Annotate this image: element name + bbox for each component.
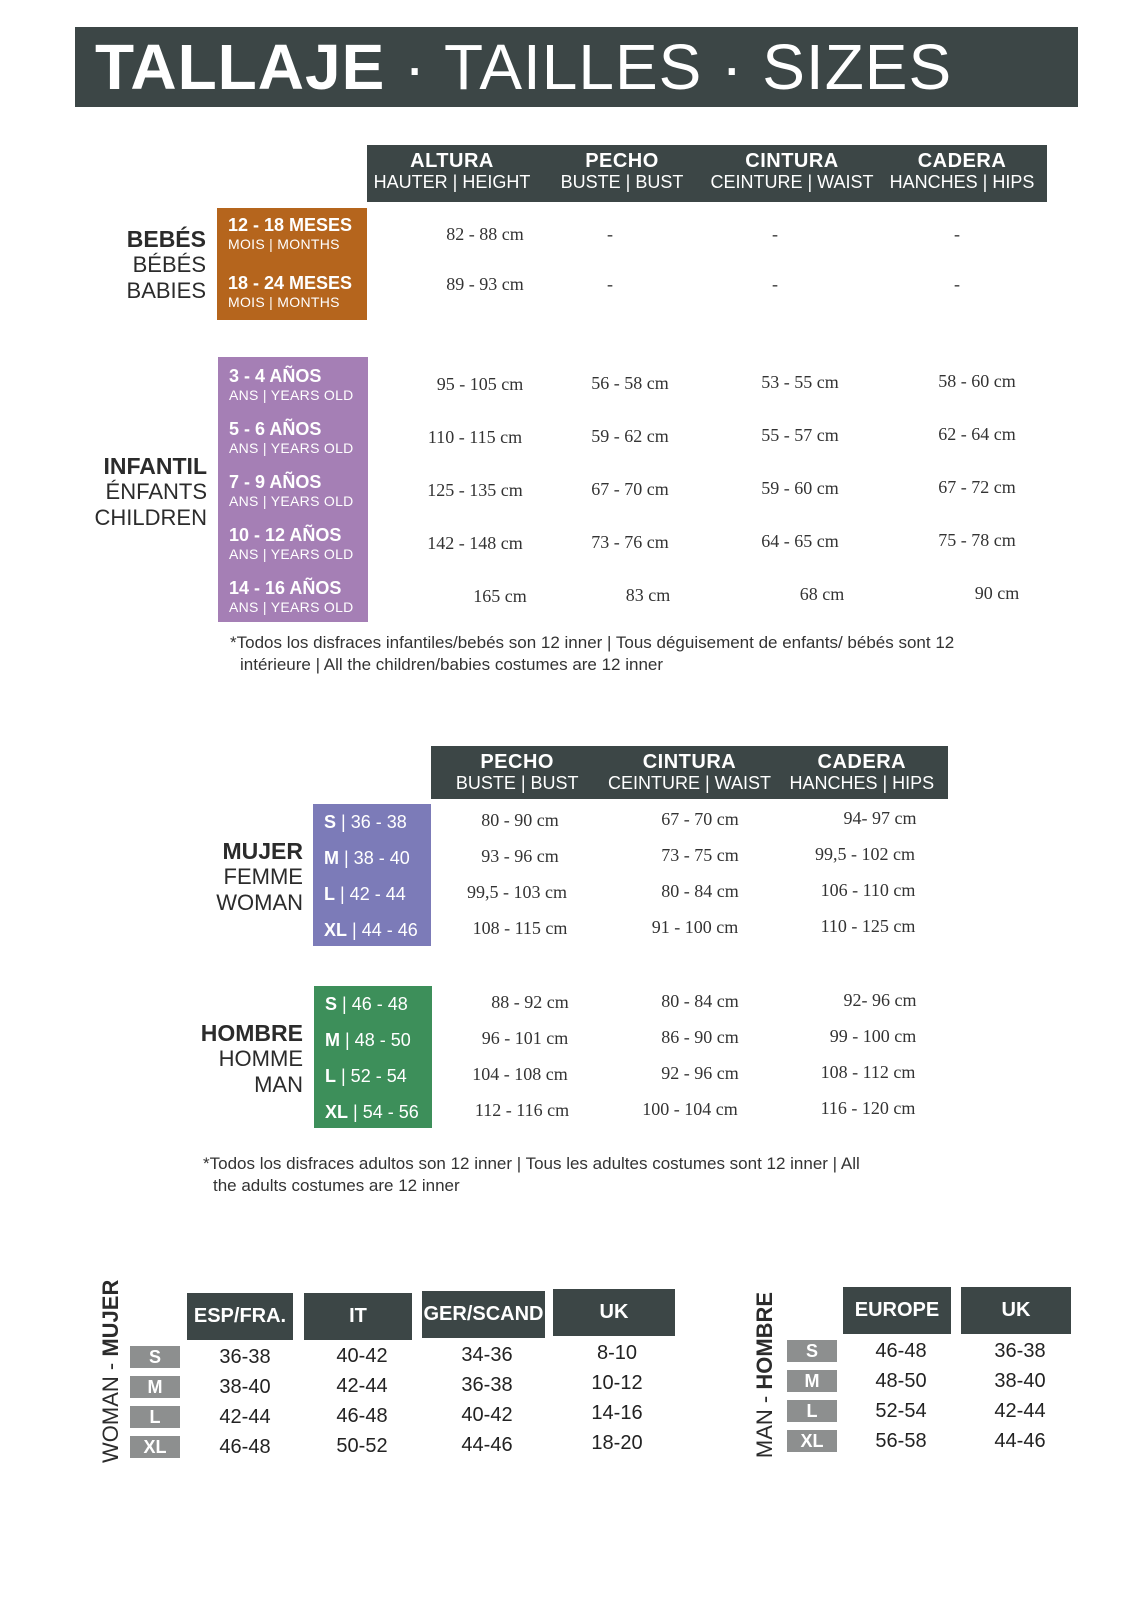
man-conversion-side-label: MAN - HOMBRE	[752, 1291, 777, 1459]
size-label: 10 - 12 AÑOS ANS | YEARS OLD	[229, 525, 354, 562]
size-label: 5 - 6 AÑOS ANS | YEARS OLD	[229, 419, 354, 456]
size-tag: L	[787, 1400, 837, 1422]
value-cell: 125 - 135 cm	[427, 480, 523, 500]
man-group-label: HOMBRE HOMME MAN	[200, 1020, 303, 1097]
size-tag: S	[787, 1340, 837, 1362]
conversion-cell: 42-44	[336, 1375, 388, 1397]
header-hips: CADERA HANCHES | HIPS	[889, 150, 1035, 192]
size-label: L | 52 - 54	[325, 1066, 407, 1086]
value-cell: 80 - 84 cm	[661, 881, 739, 901]
size-label: 12 - 18 MESES MOIS | MONTHS	[228, 215, 353, 252]
size-label: XL | 54 - 56	[325, 1102, 419, 1122]
conversion-header: UK	[961, 1287, 1071, 1334]
value-cell: 89 - 93 cm	[446, 274, 524, 294]
value-cell: 64 - 65 cm	[761, 531, 839, 551]
header-waist: CINTURA CEINTURE | WAIST	[607, 751, 771, 793]
title-es: TALLAJE	[95, 31, 386, 103]
value-cell: 88 - 92 cm	[491, 992, 569, 1012]
size-tag: M	[130, 1376, 180, 1398]
value-cell: 108 - 115 cm	[472, 918, 568, 938]
value-cell: 83 cm	[625, 585, 671, 605]
conversion-cell: 40-42	[461, 1404, 513, 1426]
conversion-cell: 42-44	[994, 1400, 1046, 1422]
conversion-header: UK	[553, 1289, 675, 1336]
value-cell: 58 - 60 cm	[938, 371, 1016, 391]
title-banner	[75, 27, 1078, 107]
man-size-block	[314, 986, 432, 1128]
children-size-block	[218, 357, 368, 622]
conversion-cell: 36-38	[219, 1346, 271, 1368]
size-tag: L	[130, 1406, 180, 1428]
value-cell: 108 - 112 cm	[820, 1062, 916, 1082]
value-cell: 100 - 104 cm	[642, 1099, 738, 1119]
conversion-cell: 44-46	[994, 1430, 1046, 1452]
value-cell: 95 - 105 cm	[436, 374, 524, 394]
value-cell: 73 - 75 cm	[661, 845, 739, 865]
size-tag: XL	[787, 1430, 837, 1452]
value-cell: 75 - 78 cm	[938, 530, 1016, 550]
size-label: 18 - 24 MESES MOIS | MONTHS	[228, 273, 353, 310]
value-cell: -	[954, 224, 960, 244]
size-label: S | 36 - 38	[324, 812, 407, 832]
value-cell: 116 - 120 cm	[820, 1098, 916, 1118]
conversion-header: EUROPE	[843, 1287, 951, 1334]
value-cell: 94- 97 cm	[843, 808, 917, 828]
size-tag: M	[787, 1370, 837, 1392]
size-label: M | 48 - 50	[325, 1030, 411, 1050]
title-separator: ·	[702, 31, 763, 103]
conversion-header: GER/SCAND	[422, 1291, 545, 1338]
value-cell: 62 - 64 cm	[938, 424, 1016, 444]
title-separator: ·	[385, 31, 444, 103]
conversion-cell: 36-38	[994, 1340, 1046, 1362]
value-cell: 92 - 96 cm	[661, 1063, 739, 1083]
conversion-cell: 44-46	[461, 1434, 513, 1456]
value-cell: -	[954, 274, 960, 294]
children-group-label: INFANTIL ÉNFANTS CHILDREN	[94, 453, 207, 530]
conversion-cell: 42-44	[219, 1406, 271, 1428]
value-cell: 59 - 62 cm	[591, 426, 669, 446]
size-label: 14 - 16 AÑOS ANS | YEARS OLD	[229, 578, 354, 615]
size-label: 3 - 4 AÑOS ANS | YEARS OLD	[229, 366, 354, 403]
adult-measure-header	[431, 746, 948, 799]
conversion-cell: 18-20	[591, 1432, 643, 1454]
children-measure-header	[367, 145, 1047, 202]
header-bust: PECHO BUSTE | BUST	[560, 150, 684, 192]
woman-group-label: MUJER FEMME WOMAN	[216, 838, 303, 915]
value-cell: 112 - 116 cm	[474, 1100, 570, 1120]
conversion-cell: 46-48	[336, 1405, 388, 1427]
value-cell: 59 - 60 cm	[761, 478, 839, 498]
value-cell: 99,5 - 103 cm	[467, 882, 567, 902]
conversion-cell: 34-36	[461, 1344, 513, 1366]
value-cell: 99 - 100 cm	[829, 1026, 917, 1046]
header-bust: PECHO BUSTE | BUST	[455, 751, 579, 793]
conversion-cell: 38-40	[994, 1370, 1046, 1392]
conversion-cell: 56-58	[875, 1430, 927, 1452]
conversion-cell: 52-54	[875, 1400, 927, 1422]
conversion-cell: 40-42	[336, 1345, 388, 1367]
value-cell: 80 - 84 cm	[661, 991, 739, 1011]
value-cell: 67 - 70 cm	[591, 479, 669, 499]
value-cell: 90 cm	[974, 583, 1020, 603]
size-label: M | 38 - 40	[324, 848, 410, 868]
value-cell: -	[607, 224, 613, 244]
value-cell: 55 - 57 cm	[761, 425, 839, 445]
value-cell: 56 - 58 cm	[591, 373, 669, 393]
value-cell: 53 - 55 cm	[761, 372, 839, 392]
woman-conversion-side-label: WOMAN - MUJER	[98, 1279, 123, 1463]
value-cell: 104 - 108 cm	[472, 1064, 568, 1084]
value-cell: 110 - 115 cm	[427, 427, 523, 447]
value-cell: 93 - 96 cm	[481, 846, 559, 866]
header-height: ALTURA HAUTER | HEIGHT	[373, 150, 531, 192]
value-cell: 67 - 72 cm	[938, 477, 1016, 497]
value-cell: 165 cm	[473, 586, 527, 606]
page-title	[95, 31, 952, 103]
title-fr: TAILLES	[443, 31, 703, 103]
value-cell: 86 - 90 cm	[661, 1027, 739, 1047]
size-tag: S	[130, 1346, 180, 1368]
size-label: L | 42 - 44	[324, 884, 406, 904]
babies-group-label: BEBÉS BÉBÉS BABIES	[126, 226, 206, 303]
size-tag: XL	[130, 1436, 180, 1458]
conversion-cell: 50-52	[336, 1435, 388, 1457]
value-cell: 110 - 125 cm	[820, 916, 916, 936]
value-cell: 68 cm	[799, 584, 845, 604]
conversion-cell: 38-40	[219, 1376, 271, 1398]
woman-size-block	[313, 804, 431, 946]
children-footnote: *Todos los disfraces infantiles/bebés son 12 inner | Tous déguisement de enfants/ bébés sont 12 intérieure | All the children/babies costumes are 12 inner	[230, 633, 955, 674]
size-label: 7 - 9 AÑOS ANS | YEARS OLD	[229, 472, 354, 509]
conversion-cell: 14-16	[591, 1402, 643, 1424]
value-cell: -	[772, 224, 778, 244]
conversion-cell: 36-38	[461, 1374, 513, 1396]
header-waist: CINTURA CEINTURE | WAIST	[710, 150, 874, 192]
value-cell: -	[607, 274, 613, 294]
header-hips: CADERA HANCHES | HIPS	[789, 751, 935, 793]
conversion-header: IT	[304, 1293, 412, 1340]
size-label: XL | 44 - 46	[324, 920, 418, 940]
conversion-cell: 10-12	[591, 1372, 643, 1394]
value-cell: 106 - 110 cm	[820, 880, 916, 900]
title-en: SIZES	[762, 31, 953, 103]
value-cell: 99,5 - 102 cm	[815, 844, 915, 864]
value-cell: -	[772, 274, 778, 294]
babies-size-block	[217, 208, 367, 320]
value-cell: 96 - 101 cm	[481, 1028, 569, 1048]
conversion-header: ESP/FRA.	[187, 1293, 293, 1340]
conversion-cell: 48-50	[875, 1370, 927, 1392]
value-cell: 91 - 100 cm	[651, 917, 739, 937]
value-cell: 80 - 90 cm	[481, 810, 559, 830]
conversion-cell: 8-10	[596, 1342, 638, 1364]
value-cell: 142 - 148 cm	[427, 533, 523, 553]
size-label: S | 46 - 48	[325, 994, 408, 1014]
adult-footnote: *Todos los disfraces adultos son 12 inner | Tous les adultes costumes sont 12 inner | All the adults costumes are 12 inner	[203, 1154, 860, 1195]
conversion-cell: 46-48	[219, 1436, 271, 1458]
value-cell: 82 - 88 cm	[446, 224, 524, 244]
value-cell: 73 - 76 cm	[591, 532, 669, 552]
conversion-cell: 46-48	[875, 1340, 927, 1362]
value-cell: 67 - 70 cm	[661, 809, 739, 829]
value-cell: 92- 96 cm	[843, 990, 917, 1010]
